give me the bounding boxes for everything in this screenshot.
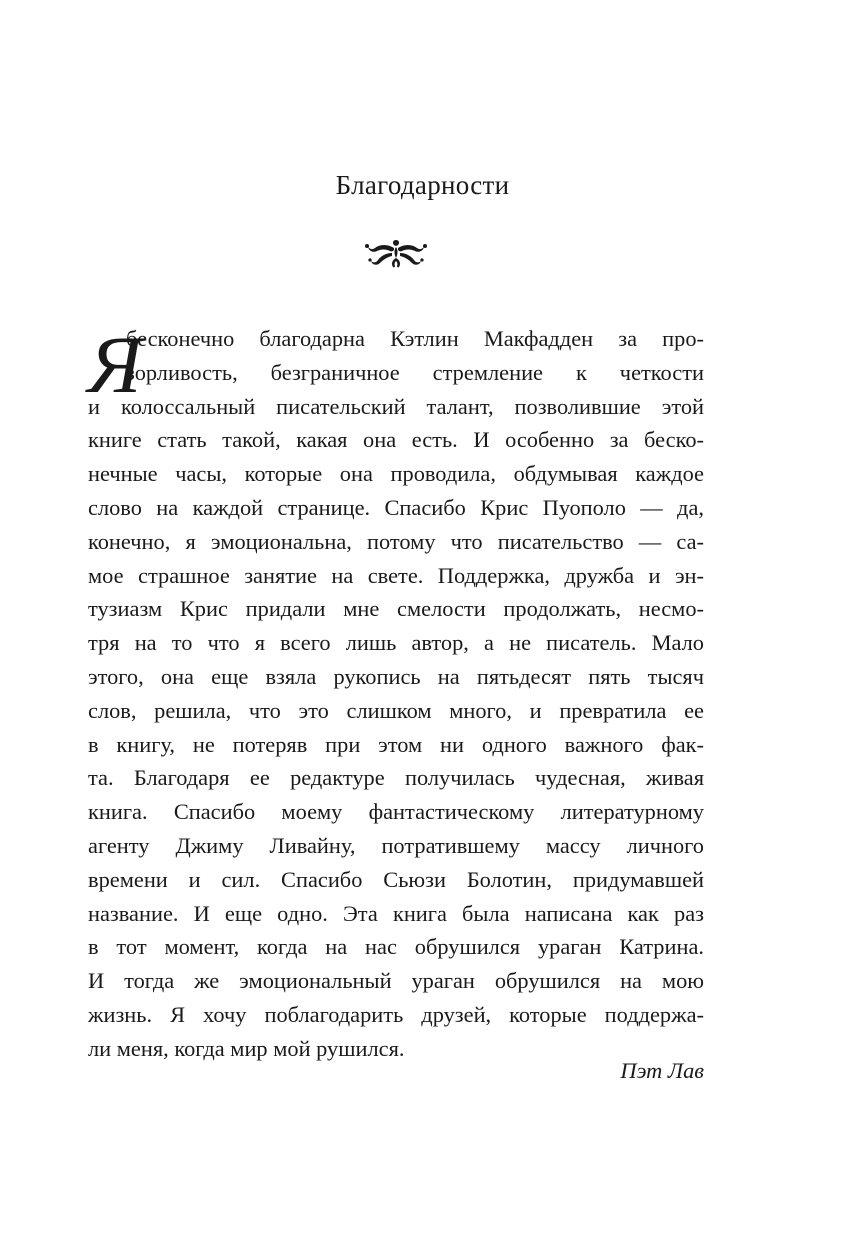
text-line: слово на каждой странице. Спасибо Крис Пуополо — да, [88, 494, 704, 520]
text-line: книга. Спасибо моему фантастическому литературному [88, 799, 704, 825]
text-line: нечные часы, которые она проводила, обдумывая каждое [88, 461, 704, 487]
text-line: мое страшное занятие на свете. Поддержка, дружба и эн- [88, 562, 704, 588]
text-line: времени и сил. Спасибо Сьюзи Болотин, придумавшей [88, 866, 704, 892]
drop-cap: Я [88, 319, 142, 410]
text-line: зорливость, безграничное стремление к четкости [126, 359, 704, 385]
text-line: этого, она еще взяла рукопись на пятьдесят пять тысяч [88, 663, 704, 689]
text-line: и колоссальный писательский талант, позволившие этой [88, 393, 704, 419]
paragraph [88, 319, 704, 1066]
author-signature: Пэт Лав [620, 1058, 704, 1083]
fleuron-ornament-icon [364, 236, 428, 270]
text-line: И тогда же эмоциональный ураган обрушился на мою [88, 968, 704, 994]
text-line: книге стать такой, какая она есть. И особенно за беско- [88, 427, 704, 453]
text-line: в тот момент, когда на нас обрушился ураган Катрина. [88, 934, 704, 960]
text-line: агенту Джиму Ливайну, потратившему массу личного [88, 832, 704, 858]
text-line: в книгу, не потеряв при этом ни одного важного фак- [88, 731, 704, 757]
text-line: название. И еще одно. Эта книга была написана как раз [88, 900, 704, 926]
page-title: Благодарности [335, 170, 510, 200]
text-line: тря на то что я всего лишь автор, а не писатель. Мало [88, 630, 704, 656]
text-line: та. Благодаря ее редактуре получилась чудесная, живая [88, 765, 704, 791]
text-line: ли меня, когда мир мой рушился. [88, 1035, 405, 1061]
acknowledgements-text [88, 319, 704, 1066]
text-line: жизнь. Я хочу поблагодарить друзей, которые поддержа- [88, 1001, 704, 1027]
text-line: бесконечно благодарна Кэтлин Макфадден за про- [126, 326, 704, 351]
text-line: конечно, я эмоциональна, потому что писательство — са- [88, 528, 704, 554]
text-line: тузиазм Крис придали мне смелости продолжать, несмо- [88, 596, 704, 622]
text-line: слов, решила, что это слишком много, и превратила ее [88, 697, 704, 723]
